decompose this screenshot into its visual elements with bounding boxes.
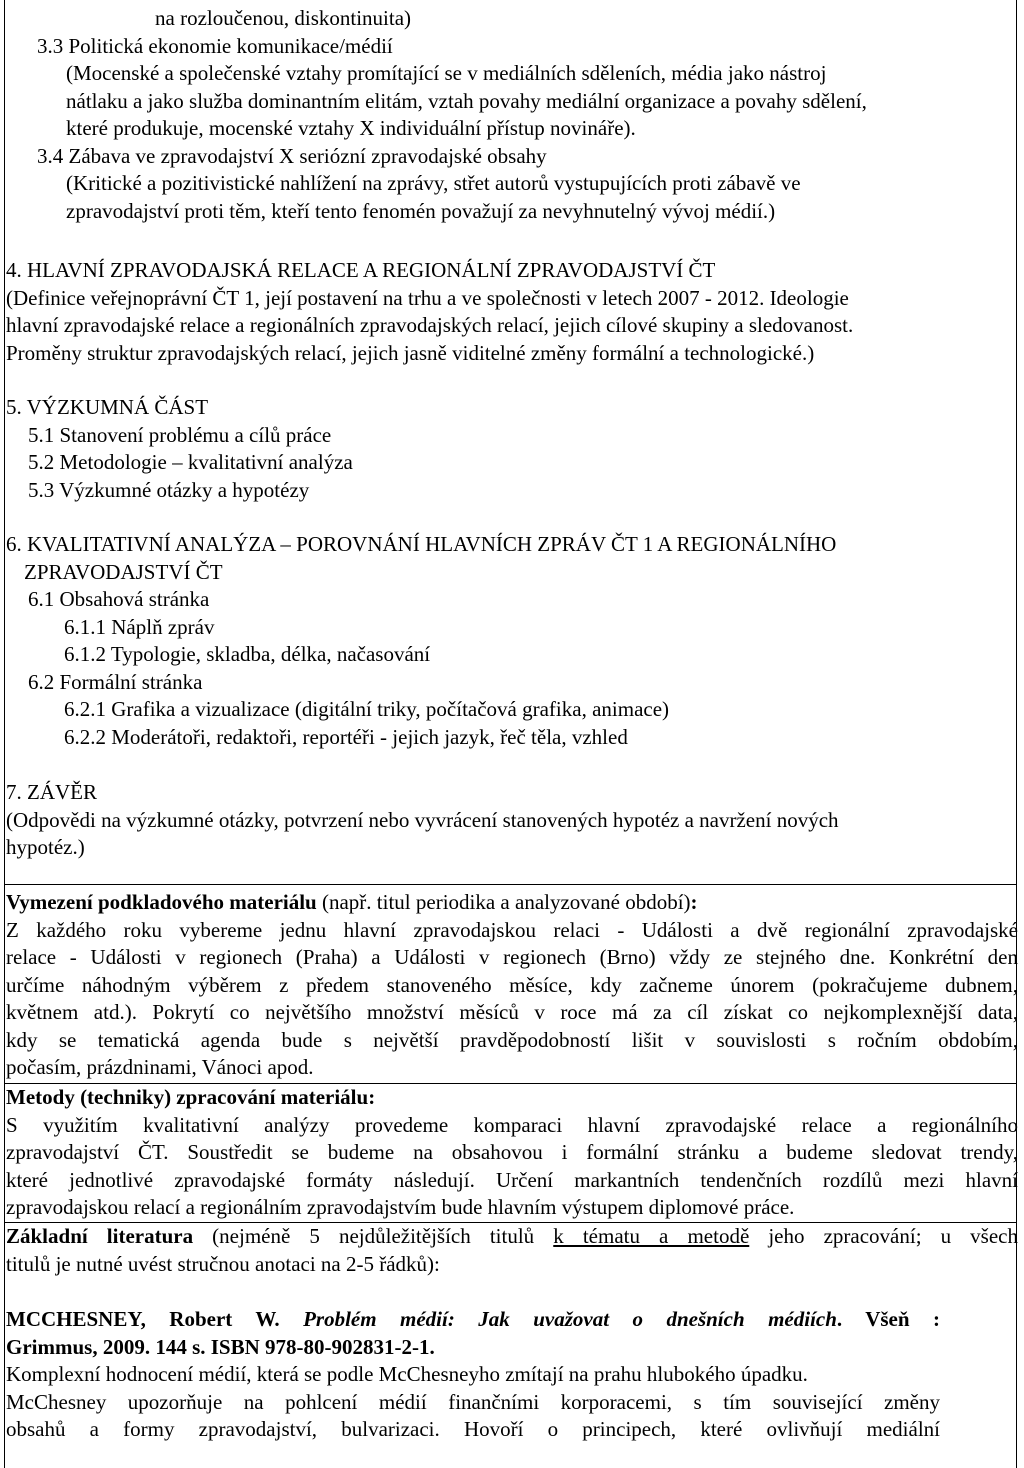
subsection-6-2: 6.2 Formální stránka	[28, 669, 203, 694]
entry-author: MCCHESNEY, Robert W.	[6, 1307, 304, 1331]
section-6	[6, 531, 1018, 751]
section-5-item-1: 5.1 Stanovení problému a cílů práce	[28, 422, 332, 447]
section-4-title: 4. HLAVNÍ ZPRAVODAJSKÁ RELACE A REGIONÁLNÍ ZPRAVODAJSTVÍ ČT	[6, 258, 716, 282]
literature-entry	[6, 1306, 940, 1444]
literature-heading: Základní literatura	[6, 1224, 194, 1248]
section-5-item-2: 5.2 Metodologie – kvalitativní analýza	[28, 450, 353, 474]
subsection-3-3-desc-1: (Mocenské a společenské vztahy promítající se v mediálních sděleních, média jako nástroj	[66, 61, 827, 85]
annotation-line-3: obsahů a formy zpravodajství, bulvarizaci. Hovoří o principech, které ovlivňují mediální	[6, 1417, 940, 1441]
methods-line-2: zpravodajství ČT. Soustředit se budeme na obsahovou i formální stránku a budeme sledovat trendy,	[6, 1140, 1018, 1164]
material-section	[6, 889, 1018, 1082]
material-line-2: relace - Události v regionech (Praha) a Události v regionech (Brno) vždy ze stejného dne. Konkrétní den	[6, 945, 1018, 969]
material-line-4: květnem atd.). Pokrytí co největšího množství měsíců v roce má za cíl získat co nejkomplexnější data,	[6, 1000, 1018, 1024]
outline-section	[6, 5, 1018, 225]
annotation-line-1: Komplexní hodnocení médií, která se podle McChesneyho zmítají na prahu hlubokého úpadku.	[6, 1362, 808, 1386]
subsection-6-1: 6.1 Obsahová stránka	[28, 587, 210, 611]
literature-note-underlined: k tématu a metodě	[553, 1224, 750, 1248]
material-heading: Vymezení podkladového materiálu	[6, 890, 317, 914]
material-line-5: kdy se tematická agenda bude s největší pravděpodobností lišit v souvislosti s ročním obdobím,	[6, 1027, 1018, 1052]
section-7-title: 7. ZÁVĚR	[6, 780, 97, 804]
subsection-3-3-desc-2: nátlaku a jako služba dominantním elitám, vztah povahy mediální organizace a povahy sdělení,	[66, 88, 867, 113]
entry-line-2: Grimmus, 2009. 144 s. ISBN 978-80-902831-2-1.	[6, 1334, 435, 1359]
section-7-desc-2: hypotéz.)	[6, 835, 85, 859]
literature-note-line-2: titulů je nutné uvést stručnou anotaci na 2-5 řádků):	[6, 1251, 440, 1276]
section-4-desc-3: Proměny struktur zpravodajských relací, jejich jasně viditelné změny formální a technologické.)	[6, 340, 815, 365]
material-line-1: Z každého roku vybereme jednu hlavní zpravodajskou relaci - Události a dvě regionální zpravodajské	[6, 917, 1018, 942]
entry-line-1	[6, 1306, 940, 1334]
material-line-6: počasím, prázdninami, Vánoci apod.	[6, 1055, 314, 1079]
material-heading-line	[6, 889, 1018, 917]
section-7	[6, 779, 1018, 862]
literature-note-b: jeho zpracování; u všech	[749, 1224, 1018, 1248]
continuation-line: na rozloučenou, diskontinuita)	[155, 6, 412, 30]
subsection-6-1-1: 6.1.1 Náplň zpráv	[64, 614, 215, 639]
methods-section	[6, 1084, 1018, 1222]
subsection-6-1-2: 6.1.2 Typologie, skladba, délka, načasování	[64, 642, 431, 666]
subsection-6-2-2: 6.2.2 Moderátoři, redaktoři, reportéři - jejich jazyk, řeč těla, vzhled	[64, 724, 628, 749]
subsection-3-4-desc-2: zpravodajství proti těm, kteří tento fenomén považují za nevyhnutelný vývoj médií.)	[66, 198, 776, 223]
section-5	[6, 394, 1018, 504]
section-5-title: 5. VÝZKUMNÁ ČÁST	[6, 395, 209, 419]
section-4	[6, 257, 1018, 367]
literature-note-a: (nejméně 5 nejdůležitějších titulů	[193, 1224, 554, 1248]
subsection-3-3-desc-3: které produkuje, mocenské vztahy X individuální přístup novináře).	[66, 116, 636, 140]
subsection-3-4-desc-1: (Kritické a pozitivistické nahlížení na zprávy, střet autorů vystupujících proti zábavě ve	[66, 171, 801, 195]
subsection-6-2-1: 6.2.1 Grafika a vizualizace (digitální triky, počítačová grafika, animace)	[64, 697, 670, 721]
subsection-3-4-title: 3.4 Zábava ve zpravodajství X seriózní zpravodajské obsahy	[37, 143, 547, 168]
subsection-3-3-title: 3.3 Politická ekonomie komunikace/médií	[37, 33, 393, 58]
entry-publisher-a: . Všeň :	[836, 1307, 940, 1331]
methods-line-1: S využitím kvalitativní analýzy provedeme komparaci hlavní zpravodajské relace a regionálního	[6, 1112, 1018, 1137]
entry-title: Problém médií: Jak uvažovat o dnešních médiích	[303, 1307, 837, 1331]
section-6-title-line-1: 6. KVALITATIVNÍ ANALÝZA – POROVNÁNÍ HLAVNÍCH ZPRÁV ČT 1 A REGIONÁLNÍHO	[6, 532, 837, 556]
annotation-line-2: McChesney upozorňuje na pohlcení médií finančními korporacemi, s tím související změny	[6, 1389, 940, 1414]
material-heading-note: (např. titul periodika a analyzované období)	[316, 890, 691, 914]
section-6-title-line-2: ZPRAVODAJSTVÍ ČT	[24, 559, 223, 584]
literature-heading-line	[6, 1223, 1018, 1251]
divider-material	[4, 884, 1017, 885]
section-4-desc-1: (Definice veřejnoprávní ČT 1, její postavení na trhu a ve společnosti v letech 2007 - 2012. Ideologie	[6, 285, 849, 310]
section-4-desc-2: hlavní zpravodajské relace a regionálních zpravodajských relací, jejich cílové skupiny a sledovanost.	[6, 313, 854, 337]
methods-heading: Metody (techniky) zpracování materiálu:	[6, 1085, 376, 1109]
methods-line-3: které jednotlivé zpravodajské formáty následují. Určení markantních tendenčních rozdílů mezi hlavní	[6, 1167, 1018, 1192]
methods-line-4: zpravodajskou relací a regionálním zpravodajstvím bude hlavním výstupem diplomové práce.	[6, 1195, 795, 1219]
material-heading-colon: :	[690, 890, 698, 914]
section-7-desc-1: (Odpovědi na výzkumné otázky, potvrzení nebo vyvrácení stanovených hypotéz a navržení nových	[6, 807, 839, 832]
material-line-3: určíme náhodným výběrem z předem stanoveného měsíce, kdy začneme únorem (pokračujeme dubnem,	[6, 972, 1018, 997]
literature-section	[6, 1223, 1018, 1278]
section-5-item-3: 5.3 Výzkumné otázky a hypotézy	[28, 477, 310, 502]
